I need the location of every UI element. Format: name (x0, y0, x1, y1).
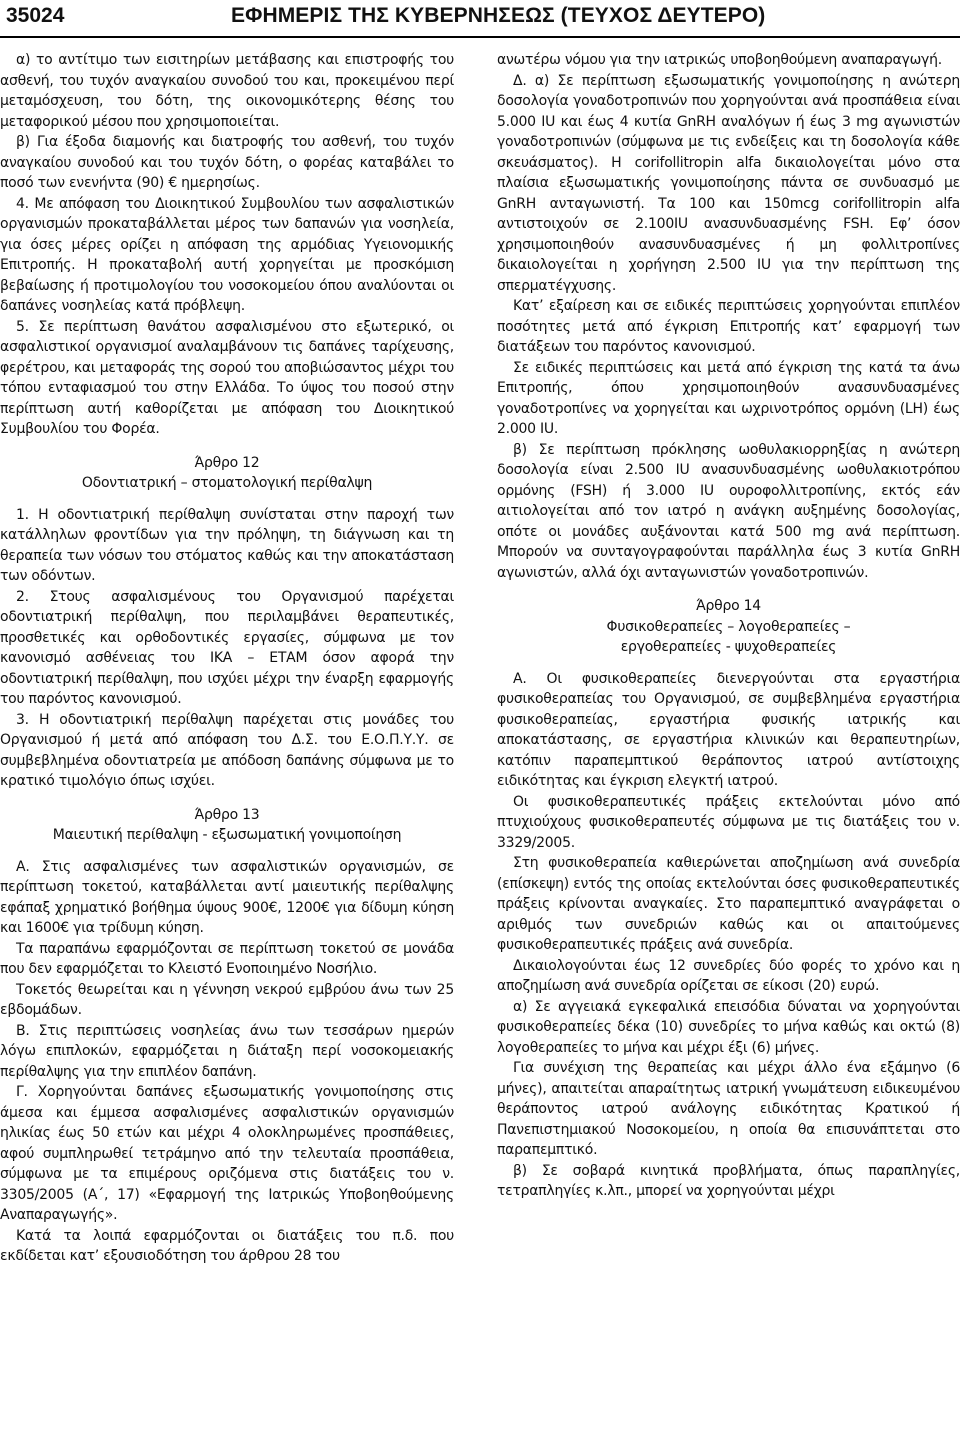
paragraph: 4. Με απόφαση του Διοικητικού Συμβουλίου των ασφαλιστικών οργανισμών προκαταβάλλεται μέρος των δαπανών για νοσηλεία, για όσες μέρες ορίζει η απόφαση της αρμόδιας Υγειονομικής Επιτροπής. Η προκαταβολή αυτή χορηγείται με προσκόμιση βεβαίωσης ή προτιμολογίου του νοσοκομείου όπου αναλύονται οι δαπάνες νοσηλείας κατά πρόβλεψη. (0, 195, 454, 314)
paragraph: Δικαιολογούνται έως 12 συνεδρίες δύο φορές το χρόνο και η αποζημίωση ανά συνεδρία ορίζεται σε είκοσι (20) ευρώ. (497, 957, 960, 994)
header-rule (0, 36, 960, 38)
paragraph: Τα παραπάνω εφαρμόζονται σε περίπτωση τοκετού σε μονάδα που δεν εφαρμόζεται το Κλειστό Ενοποιημένο Νοσήλιο. (0, 940, 454, 977)
left-column (0, 50, 454, 1267)
paragraph: α) Σε αγγειακά εγκεφαλικά επεισόδια δύναται να χορηγούνται φυσικοθεραπείες δέκα (10) συνεδρίες το μήνα καθώς και οκτώ (8) λογοθεραπείες το μήνα και μέχρι έξι (6) μήνες. (497, 998, 960, 1056)
right-column (497, 50, 960, 1202)
paragraph: Γ. Χορηγούνται δαπάνες εξωσωματικής γονιμοποίησης στις άμεσα και έμμεσα ασφαλισμένες ασφαλιστικών οργανισμών ηλικίας έως 50 ετών και μέχρι 4 ολοκληρωμένες προσπάθειες, αφού συμπληρωθεί τετράμηνο από την τελευταία προσπάθεια, σύμφωνα με τα επιμέρους οριζόμενα στις διατάξεις του ν. 3305/2005 (Α΄, 17) «Εφαρμογή της Ιατρικώς Υποβοηθούμενης Αναπαραγωγής». (0, 1084, 454, 1223)
journal-title: ΕΦΗΜΕΡΙΣ ΤΗΣ ΚΥΒΕΡΝΗΣΕΩΣ (ΤΕΥΧΟΣ ΔΕΥΤΕΡΟ) (231, 4, 766, 27)
paragraph: Δ. α) Σε περίπτωση εξωσωματικής γονιμοποίησης η ανώτερη δοσολογία γοναδοτροπινών που χορηγούνται ανά προσπάθεια είναι 5.000 IU και έως 4 κυτία GnRH αναλόγων ή έως 3 mg αγωνιστών γοναδοτροπινών (σύμφωνα με τις ενδείξεις και τη δοσολογία κάθε σκευάσματος). Η corifollitropin alfa δικαιολογείται μόνο στα πλαίσια εξωσωματικής γονιμοποίησης πάντα σε συνδυασμό με GnRH ανταγωνιστή. Τα 100 και 150mcg corifollitropin alfa αντιστοιχούν σε 2.100IU ανασυνδυασμένης FSH. Εφ’ όσον χρησιμοποιηθούν ανασυνδυασμένες ή μη φολλιτροπίνες δικαιολογείται η χορήγηση 2.500 IU για την περίπτωση της σπερματέγχυσης. (497, 72, 960, 294)
article-12-title: Άρθρο 12 (194, 454, 260, 471)
paragraph: 5. Σε περίπτωση θανάτου ασφαλισμένου στο εξωτερικό, οι ασφαλιστικοί οργανισμοί αναλαμβάνουν τις δαπάνες ταρίχευσης, φερέτρου, και μεταφοράς της σορού του αποβιώσαντος μέχρι του τόπου ενταφιασμού του στην Ελλάδα. Το ύψος του ποσού στην περίπτωση αυτή καθορίζεται με απόφαση του Διοικητικού Συμβουλίου του Φορέα. (0, 318, 454, 437)
paragraph: Α. Οι φυσικοθεραπείες διενεργούνται στα εργαστήρια φυσικοθεραπείας του Οργανισμού, σε συμβεβλημένα εργαστήρια φυσικοθεραπείας, εργαστήρια φυσικής ιατρικής και αποκατάστασης, σε εργαστήρια κλινικών και θεραπευτηρίων, κατόπιν παραπεμπτικού θεράποντος ιατρού αντίστοιχης ειδικότητας και έγκριση ελεγκτή ιατρού. (497, 670, 960, 789)
paragraph: α) το αντίτιμο των εισιτηρίων μετάβασης και επιστροφής του ασθενή, του τυχόν αναγκαίου συνοδού του και, προκειμένου περί μεταμόσχευση, του δότη, της οικονομικότερης θέσης του μεταφορικού μέσου που χρησιμοποιείται. (0, 52, 454, 130)
paragraph: Για συνέχιση της θεραπείας και μέχρι άλλο ένα εξάμηνο (6 μήνες), απαιτείται απαραίτητως ιατρική γνωμάτευση ειδικευμένου θεράποντος ιατρού ανάλογης ειδικότητας Κρατικού ή Πανεπιστημιακού Νοσοκομείου, η οποία θα επισυνάπτεται στο παραπεμπτικό. (497, 1060, 960, 1158)
paragraph: Στη φυσικοθεραπεία καθιερώνεται αποζημίωση ανά συνεδρία (επίσκεψη) εντός της οποίας εκτελούνται όσες φυσικοθεραπευτικές πράξεις κρίνονται αναγκαίες. Στο παραπεμπτικό αναγράφεται ο αριθμός των συνεδριών καθώς και οι απαιτούμενες φυσικοθεραπευτικές πράξεις ανά συνεδρία. (497, 855, 960, 953)
paragraph: Κατ’ εξαίρεση και σε ειδικές περιπτώσεις χορηγούνται επιπλέον ποσότητες μετά από έγκριση Επιτροπής κατ’ εφαρμογή των διατάξεων του παρόντος κανονισμού. (497, 298, 960, 355)
paragraph: Α. Στις ασφαλισμένες των ασφαλιστικών οργανισμών, σε περίπτωση τοκετού, καταβάλλεται αντί μαιευτικής περίθαλψης εφάπαξ χρηματικό βοήθημα ύψους 900€, 1200€ για δίδυμη κύηση και 1600€ για τρίδυμη κύηση. (0, 858, 454, 936)
paragraph: 1. Η οδοντιατρική περίθαλψη συνίσταται στην παροχή των κατάλληλων φροντίδων για την πρόληψη, τη διάγνωση και τη θεραπεία των νόσων του στόματος καθώς και την αποκατάσταση των οδόντων. (0, 506, 454, 584)
article-13-subtitle: Μαιευτική περίθαλψη - εξωσωματική γονιμοποίηση (52, 827, 402, 843)
article-13-title: Άρθρο 13 (194, 806, 260, 823)
paragraph: Σε ειδικές περιπτώσεις και μετά από έγκριση της κατά τα άνω Επιτροπής, όπου χρησιμοποιηθούν ανασυνδυασμένες γοναδοτροπίνες να χορηγείται και ωχρινοτρόπος ορμόνη (LH) έως 2.000 IU. (497, 359, 960, 437)
paragraph: 3. Η οδοντιατρική περίθαλψη παρέχεται στις μονάδες του Οργανισμού ή μετά από απόφαση του Δ.Σ. του Ε.Ο.Π.Υ.Υ. σε συμβεβλημένα οδοντιατρεία με απόδοση δαπάνης σύμφωνα με το κρατικό τιμολόγιο όπως ισχύει. (0, 711, 454, 789)
paragraph: β) Σε σοβαρά κινητικά προβλήματα, όπως παραπληγίες, τετραπληγίες κ.λπ., μπορεί να χορηγούνται μέχρι (497, 1162, 960, 1199)
page-number: 35024 (6, 4, 65, 27)
paragraph: β) Για έξοδα διαμονής και διατροφής του ασθενή, του τυχόν αναγκαίου συνοδού και του τυχόν δότη, ο φορέας καταβάλει το ποσό των ενενήντα (90) € ημερησίως. (0, 134, 454, 191)
page-header (0, 0, 960, 40)
paragraph: Κατά τα λοιπά εφαρμόζονται οι διατάξεις του π.δ. που εκδίδεται κατ’ εξουσιοδότηση του άρθρου 28 του (0, 1227, 454, 1264)
paragraph: β) Σε περίπτωση πρόκλησης ωοθυλακιορρηξίας η ανώτερη δοσολογία είναι 2.500 IU ανασυνδυασμένης ωοθυλακιοτρόπου ορμόνης (FSH) ή 3.000 IU ουροφολλιτροπίνης, εκτός εάν αιτιολογείται από τον ιατρό η ανάγκη αυξημένης δοσολογίας, οπότε οι μονάδες αυξάνονται κατά 500 mg ανά περίπτωση. Μπορούν να συνταγογραφούνται παράλληλα έως 3 κυτία GnRH αγωνιστών, αλλά όχι ανταγωνιστών γοναδοτροπινών. (497, 441, 960, 581)
article-14-title: Άρθρο 14 (696, 598, 761, 614)
article-14-subtitle-line1: Φυσικοθεραπείες – λογοθεραπείες – (606, 618, 851, 635)
paragraph: 2. Στους ασφαλισμένους του Οργανισμού παρέχεται οδοντιατρική περίθαλψη, που περιλαμβάνει θεραπευτικές, προσθετικές και ορθοδοντικές εργασίες, σύμφωνα με τον κανονισμό ασθένειας του ΙΚΑ – ΕΤΑΜ όσον αφορά την οδοντιατρική περίθαλψη, που ισχύει μέχρι την έναρξη εφαρμογής του παρόντος κανονισμού. (0, 588, 454, 707)
paragraph: Β. Στις περιπτώσεις νοσηλείας άνω των τεσσάρων ημερών λόγω επιπλοκών, εφαρμόζεται η διάταξη περί νοσοκομειακής περίθαλψης για την επιπλέον δαπάνη. (0, 1022, 454, 1080)
paragraph: ανωτέρω νόμου για την ιατρικώς υποβοηθούμενη αναπαραγωγή. (497, 52, 942, 68)
article-12-subtitle: Οδοντιατρική – στοματολογική περίθαλψη (81, 475, 373, 491)
paragraph: Τοκετός θεωρείται και η γέννηση νεκρού εμβρύου άνω των 25 εβδομάδων. (0, 981, 454, 1018)
article-14-subtitle-line2: εργοθεραπείες - ψυχοθεραπείες (620, 639, 837, 655)
paragraph: Οι φυσικοθεραπευτικές πράξεις εκτελούνται μόνο από πτυχιούχους φυσικοθεραπευτές σύμφωνα με τις διατάξεις του ν. 3329/2005. (497, 793, 960, 851)
